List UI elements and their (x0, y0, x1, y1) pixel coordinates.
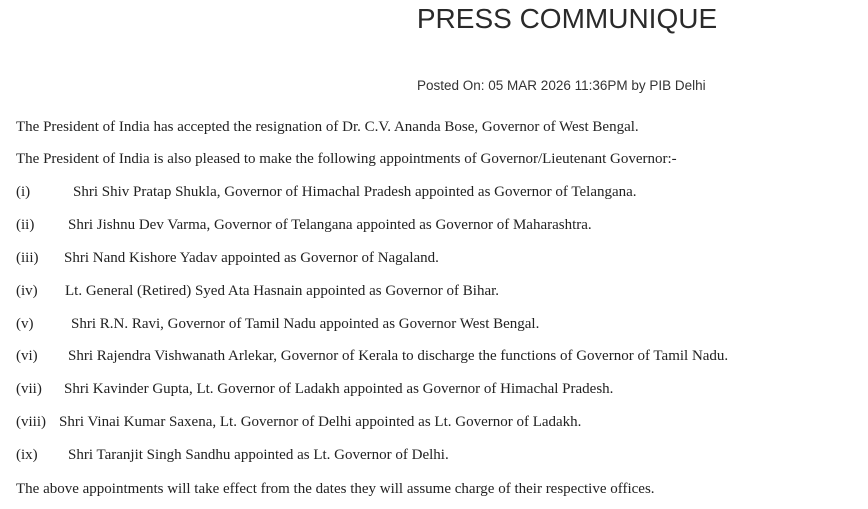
list-item-number: (ix) (16, 447, 38, 463)
list-item-text: Shri Taranjit Singh Sandhu appointed as Lt. Governor of Delhi. (68, 447, 449, 463)
list-item-text: Shri Jishnu Dev Varma, Governor of Telangana appointed as Governor of Maharashtra. (68, 217, 592, 233)
list-item (16, 414, 582, 431)
list-item-number: (vi) (16, 348, 38, 364)
list-item-text: Lt. General (Retired) Syed Ata Hasnain appointed as Governor of Bihar. (65, 283, 500, 299)
page-title: PRESS COMMUNIQUE (416, 3, 718, 34)
list-item-text: Shri R.N. Ravi, Governor of Tamil Nadu appointed as Governor West Bengal. (71, 316, 540, 332)
list-item (16, 316, 540, 333)
list-item (16, 250, 439, 267)
list-item (16, 184, 637, 201)
list-item-text: Shri Rajendra Vishwanath Arlekar, Governor of Kerala to discharge the functions of Governor of Tamil Nadu. (68, 348, 729, 364)
list-item (16, 348, 729, 365)
list-item-text: Shri Nand Kishore Yadav appointed as Governor of Nagaland. (64, 250, 439, 266)
intro-paragraph-resignation: The President of India has accepted the resignation of Dr. C.V. Ananda Bose, Governor of West Bengal. (16, 119, 639, 135)
list-item-text: Shri Vinai Kumar Saxena, Lt. Governor of Delhi appointed as Lt. Governor of Ladakh. (59, 414, 582, 430)
list-item (16, 283, 500, 300)
intro-paragraph-appointments: The President of India is also pleased to make the following appointments of Governor/Lieutenant Governor:- (16, 151, 677, 167)
list-item-number: (iii) (16, 250, 39, 266)
list-item-number: (ii) (16, 217, 35, 233)
list-item-text: Shri Shiv Pratap Shukla, Governor of Himachal Pradesh appointed as Governor of Telangana. (73, 184, 637, 200)
list-item-number: (iv) (16, 283, 38, 299)
list-item-text: Shri Kavinder Gupta, Lt. Governor of Ladakh appointed as Governor of Himachal Pradesh. (64, 381, 614, 397)
list-item-number: (viii) (16, 414, 46, 430)
closing-paragraph: The above appointments will take effect from the dates they will assume charge of their respective offices. (16, 481, 655, 497)
posted-on-line: Posted On: 05 MAR 2026 11:36PM by PIB Delhi (417, 78, 706, 93)
list-item (16, 381, 614, 398)
list-item (16, 217, 592, 234)
list-item-number: (i) (16, 184, 31, 200)
list-item-number: (v) (16, 316, 34, 332)
list-item-number: (vii) (16, 381, 42, 397)
list-item (16, 447, 449, 464)
